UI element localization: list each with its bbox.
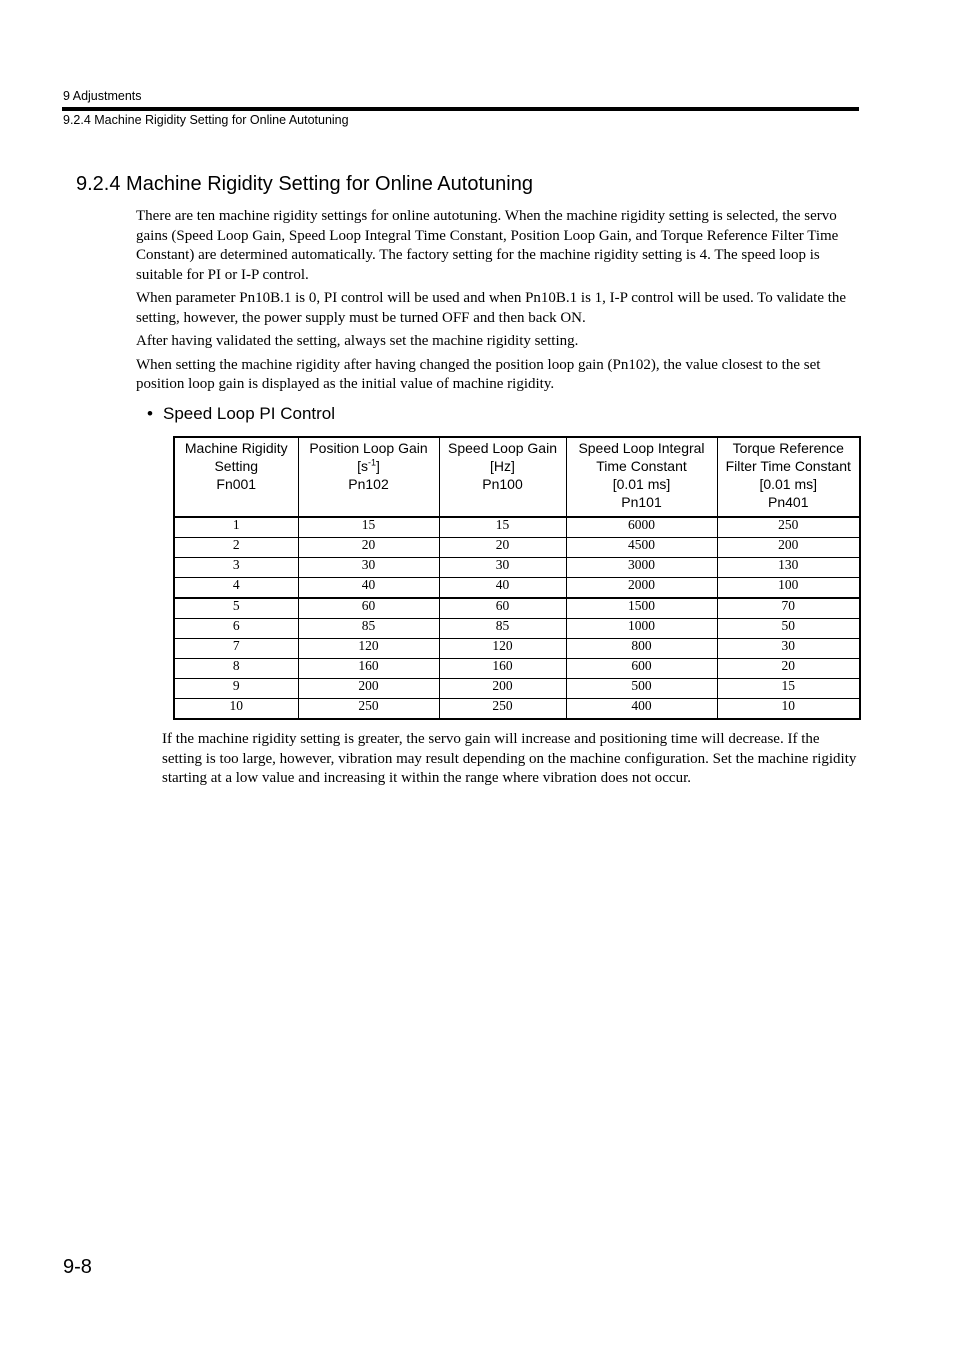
section-title: 9.2.4 Machine Rigidity Setting for Online Autotuning — [76, 173, 533, 195]
note-paragraph: If the machine rigidity setting is greater, the servo gain will increase and positioning time will decrease. If the setting is too large, however, vibration may result depending on the machine configuration. Set the machine rigidity starting at a low value and increasing it within the range where vibration does not occur. — [162, 731, 857, 786]
bullet-item — [147, 404, 335, 424]
table-cell: 130 — [717, 558, 860, 578]
table-cell: 3 — [174, 558, 298, 578]
table-cell: 15 — [439, 517, 566, 538]
table-cell: 10 — [174, 699, 298, 720]
table-row — [174, 619, 860, 639]
table-cell: 250 — [439, 699, 566, 720]
body-text — [136, 207, 858, 399]
table-cell: 30 — [717, 639, 860, 659]
unit-label: $[s^{-1}]$ — [357, 457, 380, 474]
table-cell: 15 — [717, 679, 860, 699]
column-header-integral-time: Speed Loop Integral Time Constant [0.01 ms] Pn101 — [566, 437, 717, 517]
table-cell: 70 — [717, 598, 860, 619]
column-header-speed-loop-gain: Speed Loop Gain [Hz] Pn100 — [439, 437, 566, 517]
table-cell: 200 — [298, 679, 439, 699]
table-cell: 50 — [717, 619, 860, 639]
table-cell: 1500 — [566, 598, 717, 619]
column-header-torque-filter: Torque Reference Filter Time Constant [0.01 ms] Pn401 — [717, 437, 860, 517]
table-cell: 6000 — [566, 517, 717, 538]
table-row — [174, 679, 860, 699]
table-row — [174, 659, 860, 679]
table-row — [174, 538, 860, 558]
bullet-text: Speed Loop PI Control — [163, 404, 336, 423]
table-body — [174, 517, 860, 719]
running-header-section: 9.2.4 Machine Rigidity Setting for Online Autotuning — [63, 113, 349, 127]
table-cell: 30 — [298, 558, 439, 578]
table-row — [174, 517, 860, 538]
table-cell: 100 — [717, 578, 860, 599]
table-cell: 85 — [439, 619, 566, 639]
table-cell: 10 — [717, 699, 860, 720]
table-cell: 30 — [439, 558, 566, 578]
table-cell: 5 — [174, 598, 298, 619]
paragraph: When parameter Pn10B.1 is 0, PI control will be used and when Pn10B.1 is 1, I-P control will be used. To validate the setting, however, the power supply must be turned OFF and then back ON. — [136, 290, 847, 326]
table-cell: 2000 — [566, 578, 717, 599]
table-cell: 200 — [717, 538, 860, 558]
table-row — [174, 699, 860, 720]
table-cell: 40 — [439, 578, 566, 599]
table-cell: 9 — [174, 679, 298, 699]
table-cell: 250 — [298, 699, 439, 720]
table-row — [174, 639, 860, 659]
paragraph: There are ten machine rigidity settings for online autotuning. When the machine rigidity setting is selected, the servo gains (Speed Loop Gain, Speed Loop Integral Time Constant, Position Loop Gain, and Torque Reference Filter Time Constant) are determined automatically. The factory setting for the machine rigidity setting is 4. The speed loop is suitable for PI or I-P control. — [136, 208, 839, 283]
table-row — [174, 558, 860, 578]
table-cell: 20 — [439, 538, 566, 558]
bullet-marker: • — [147, 404, 153, 423]
table-cell: 40 — [298, 578, 439, 599]
table-cell: 120 — [439, 639, 566, 659]
table-cell: 250 — [717, 517, 860, 538]
page-number: 9-8 — [63, 1256, 92, 1278]
table-cell: 4 — [174, 578, 298, 599]
table-cell: 120 — [298, 639, 439, 659]
table-cell: 1000 — [566, 619, 717, 639]
table-cell: 200 — [439, 679, 566, 699]
table-cell: 8 — [174, 659, 298, 679]
column-header-position-loop-gain: Position Loop Gain $[s^{-1}]$ Pn102 — [298, 437, 439, 517]
machine-rigidity-table — [173, 436, 861, 720]
table-cell: 500 — [566, 679, 717, 699]
table-cell: 3000 — [566, 558, 717, 578]
table-cell: 6 — [174, 619, 298, 639]
table-cell: 2 — [174, 538, 298, 558]
table-cell: 7 — [174, 639, 298, 659]
table-cell: 160 — [439, 659, 566, 679]
table-cell: 60 — [439, 598, 566, 619]
paragraph: After having validated the setting, always set the machine rigidity setting. — [136, 333, 579, 349]
table-header-row — [174, 437, 860, 517]
table-cell: 400 — [566, 699, 717, 720]
header-rule — [62, 107, 859, 111]
table-cell: 800 — [566, 639, 717, 659]
table-cell: 85 — [298, 619, 439, 639]
table-cell: 20 — [717, 659, 860, 679]
table-cell: 60 — [298, 598, 439, 619]
table-cell: 600 — [566, 659, 717, 679]
table-cell: 1 — [174, 517, 298, 538]
table-cell: 15 — [298, 517, 439, 538]
table-row — [174, 578, 860, 599]
table-cell: 160 — [298, 659, 439, 679]
table-row — [174, 598, 860, 619]
column-header-rigidity: Machine Rigidity Setting Fn001 — [174, 437, 298, 517]
running-header-chapter: 9 Adjustments — [63, 89, 142, 103]
paragraph: When setting the machine rigidity after having changed the position loop gain (Pn102), the value closest to the set position loop gain is displayed as the initial value of machine rigidity. — [136, 356, 821, 392]
table-cell: 20 — [298, 538, 439, 558]
table-cell: 4500 — [566, 538, 717, 558]
